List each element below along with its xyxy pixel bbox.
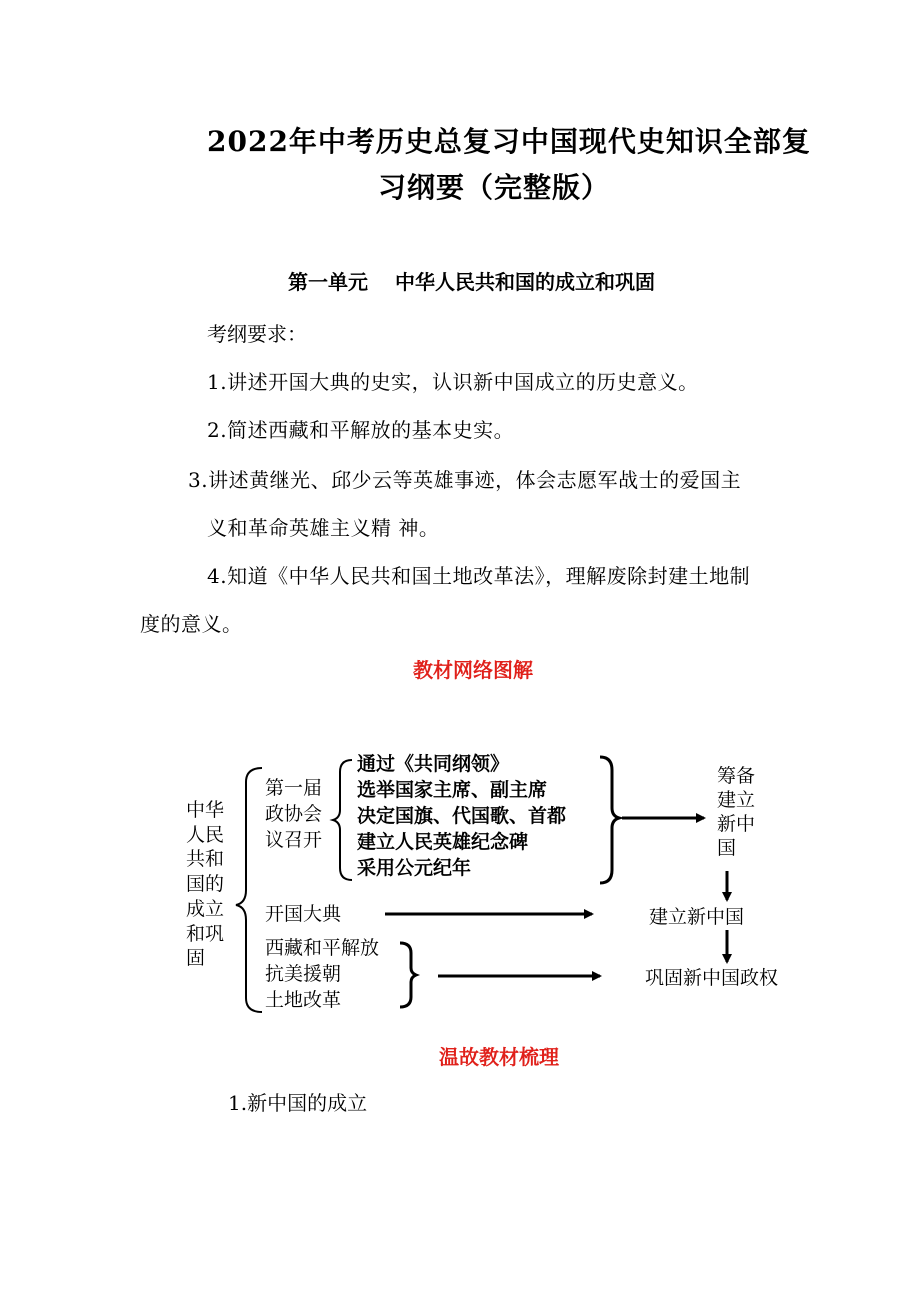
- diagram-cppcc-item: 选举国家主席、副主席: [357, 779, 548, 801]
- requirement-3-cont: 义和革命英雄主义精 神。: [207, 516, 440, 540]
- requirement-3: 3.讲述黄继光、邱少云等英雄事迹，体会志愿军战士的爱国主: [188, 468, 742, 492]
- diagram-root-line: 人民: [186, 823, 225, 846]
- diagram-items-close-brace: [600, 757, 619, 883]
- diagram-prepare-line: 筹备: [717, 765, 756, 787]
- diagram-root-line: 中华: [186, 799, 225, 821]
- diagram-ceremony: 开国大典: [265, 903, 342, 925]
- diagram-root-line: 和巩: [186, 922, 225, 945]
- requirement-4-cont: 度的意义。: [140, 612, 243, 636]
- diagram-root-line: 固: [186, 947, 206, 970]
- doc-title-line-1: 2022年中考历史总复习中国现代史知识全部复: [207, 125, 811, 158]
- diagram-root-line: 成立: [186, 897, 225, 920]
- requirement-1: 1.讲述开国大典的史实，认识新中国成立的历史意义。: [207, 370, 699, 394]
- diagram-cppcc-item: 采用公元纪年: [357, 857, 472, 879]
- diagram-cppcc-line: 政协会: [265, 803, 323, 825]
- diagram-cppcc-item: 决定国旗、代国歌、首都: [357, 805, 567, 827]
- section-1-heading: 1.新中国的成立: [228, 1091, 368, 1115]
- unit-heading: 第一单元 中华人民共和国的成立和巩固: [288, 270, 655, 294]
- diagram-items-brace: [333, 760, 352, 880]
- diagram-consolidate-item: 抗美援朝: [265, 963, 342, 985]
- diagram-consolidate-brace: [400, 943, 416, 1007]
- diagram-cppcc-line: 议召开: [265, 829, 323, 851]
- requirement-4: 4.知道《中华人民共和国土地改革法》，理解废除封建土地制: [207, 564, 751, 588]
- diagram-root-brace: [236, 768, 262, 1012]
- diagram-consolidate-item: 西藏和平解放: [265, 937, 380, 959]
- diagram-prepare-line: 国: [717, 837, 737, 859]
- diagram-consolidate-item: 土地改革: [265, 989, 342, 1011]
- doc-title-line-2: 习纲要（完整版）: [378, 171, 611, 204]
- diagram-root-line: 共和: [186, 848, 225, 871]
- requirements-heading: 考纲要求：: [207, 322, 307, 346]
- diagram-prepare-line: 建立: [717, 789, 756, 811]
- diagram-cppcc-item: 通过《共同纲领》: [357, 753, 510, 775]
- review-heading: 温故教材梳理: [439, 1045, 559, 1069]
- diagram-prepare-line: 新中: [717, 813, 756, 835]
- diagram-cppcc-line: 第一届: [265, 777, 323, 799]
- diagram-root-line: 国的: [186, 873, 225, 896]
- network-heading: 教材网络图解: [413, 658, 533, 682]
- diagram-establish: 建立新中国: [649, 906, 745, 928]
- diagram-consolidate: 巩固新中国政权: [645, 967, 779, 989]
- diagram-cppcc-item: 建立人民英雄纪念碑: [357, 831, 529, 853]
- requirement-2: 2.简述西藏和平解放的基本史实。: [207, 418, 515, 442]
